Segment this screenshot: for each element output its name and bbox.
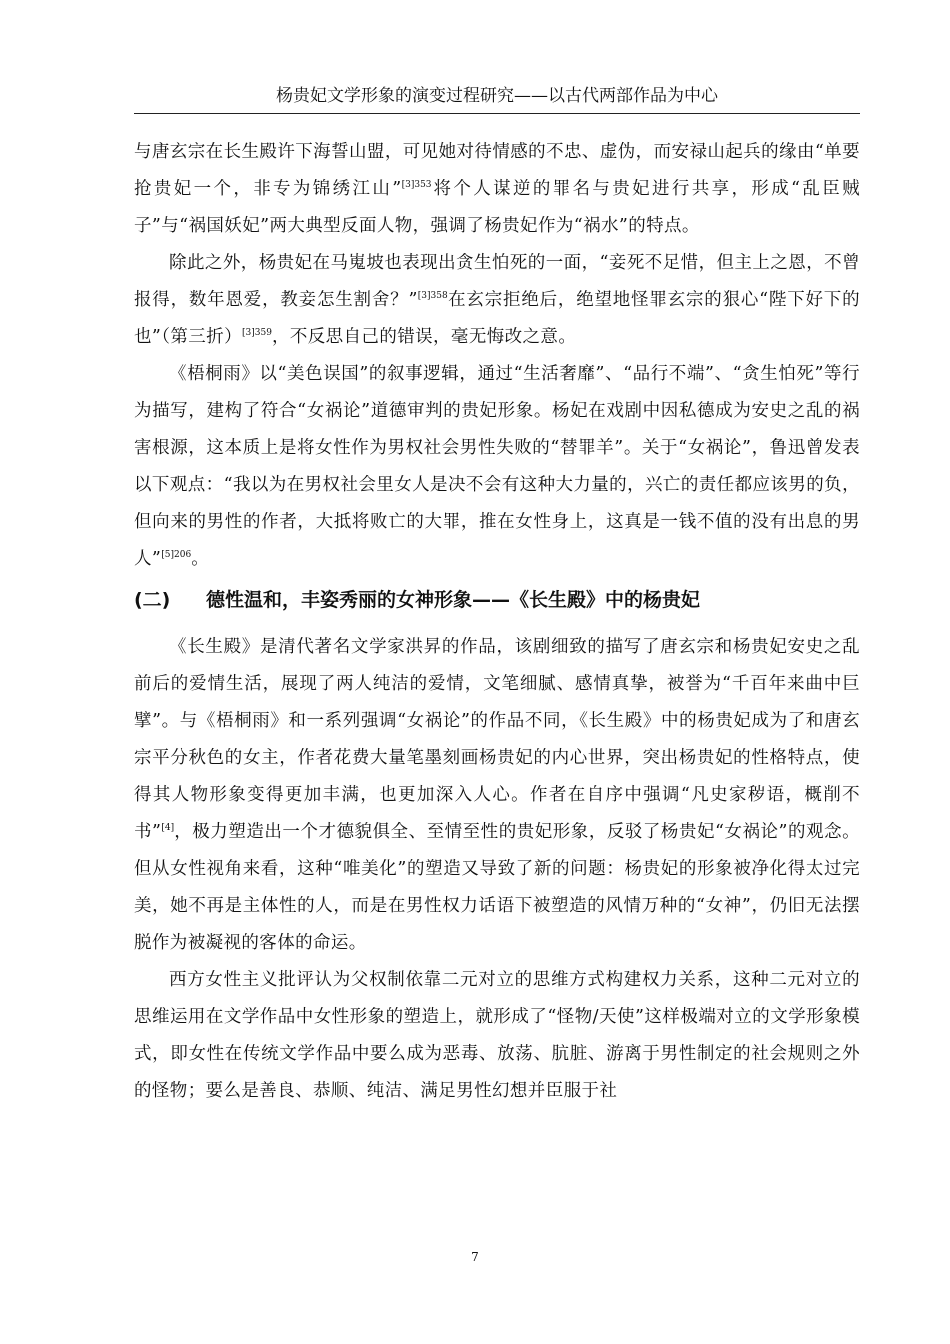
citation: [3]358 bbox=[417, 291, 448, 301]
text-segment: 。 bbox=[191, 549, 210, 569]
text-segment: 将个人谋逆的罪名与贵妃进行共享，形成“乱臣贼子”与“祸国妖妃”两大典型反面人物，强调了杨贵妃作为“祸水”的特点。 bbox=[134, 179, 861, 236]
text-segment: 除此之外，杨贵妃在马嵬坡也表现出贪生怕死的一面，“妾死不足惜，但主上之恩，不曾报得，数年恩爱，教妾怎生割舍？” bbox=[134, 253, 860, 310]
page-number: 7 bbox=[471, 1250, 479, 1264]
paragraph-3 bbox=[134, 356, 860, 578]
text-segment: 与唐玄宗在长生殿许下海誓山盟，可见她对待情感的不忠、虚伪，而安禄山起兵的缘由“单要抢贵妃一个，非专为锦绣江山” bbox=[134, 142, 860, 199]
main-content bbox=[134, 134, 860, 1110]
text-segment: ，极力塑造出一个才德貌俱全、至情至性的贵妃形象，反驳了杨贵妃“女祸论”的观念。但从女性视角来看，这种“唯美化”的塑造又导致了新的问题：杨贵妃的形象被净化得太过完美，她不再是主体性的人，而是在男性权力话语下被塑造的风情万种的“女神”，仍旧无法摆脱作为被凝视的客体的命运。 bbox=[134, 822, 860, 953]
citation: [3]359 bbox=[242, 328, 272, 338]
text-segment: ，不反思自己的错误，毫无悔改之意。 bbox=[271, 327, 577, 347]
paragraph-5 bbox=[134, 962, 860, 1110]
running-header: 杨贵妃文学形象的演变过程研究——以古代两部作品为中心 bbox=[276, 86, 718, 106]
text-segment: 在玄宗拒绝后，绝望地怪罪玄宗的狠心“陛下好下的也”（第三折） bbox=[134, 290, 860, 347]
paragraph-2 bbox=[134, 245, 860, 356]
paragraph-4 bbox=[134, 629, 860, 962]
text-segment: 《长生殿》是清代著名文学家洪昇的作品，该剧细致的描写了唐玄宗和杨贵妃安史之乱前后的爱情生活，展现了两人纯洁的爱情，文笔细腻、感情真挚，被誉为“千百年来曲中巨擘”。与《梧桐雨》和一系列强调“女祸论”的作品不同，《长生殿》中的杨贵妃成为了和唐玄宗平分秋色的女主，作者花费大量笔墨刻画杨贵妃的内心世界，突出杨贵妃的性格特点，使得其人物形象变得更加丰满，也更加深入人心。作者在自序中强调“凡史家秽语，概削不书” bbox=[134, 637, 860, 842]
header-rule bbox=[134, 113, 860, 114]
citation: [5]206 bbox=[161, 550, 192, 560]
paragraph-1 bbox=[134, 134, 860, 245]
text-segment: 《梧桐雨》以“美色误国”的叙事逻辑，通过“生活奢靡”、“品行不端”、“贪生怕死”等行为描写，建构了符合“女祸论”道德审判的贵妃形象。杨妃在戏剧中因私德成为安史之乱的祸害根源，这本质上是将女性作为男权社会男性失败的“替罪羊”。关于“女祸论”，鲁迅曾发表以下观点：“我以为在男权社会里女人是决不会有这种大力量的，兴亡的责任都应该男的负，但向来的男性的作者，大抵将败亡的大罪，推在女性身上，这真是一钱不值的没有出息的男人” bbox=[134, 364, 860, 569]
section-heading bbox=[134, 585, 860, 615]
text-segment: 西方女性主义批评认为父权制依靠二元对立的思维方式构建权力关系，这种二元对立的思维运用在文学作品中女性形象的塑造上，就形成了“怪物/天使”这样极端对立的文学形象模式，即女性在传统文学作品中要么成为恶毒、放荡、肮脏、游离于男性制定的社会规则之外的怪物；要么是善良、恭顺、纯洁、满足男性幻想并臣服于社 bbox=[134, 970, 860, 1101]
citation: [3]353 bbox=[401, 180, 432, 190]
section-number: (二) bbox=[134, 589, 171, 611]
citation: [4] bbox=[161, 823, 175, 833]
section-title: 德性温和，丰姿秀丽的女神形象——《长生殿》中的杨贵妃 bbox=[206, 589, 701, 611]
